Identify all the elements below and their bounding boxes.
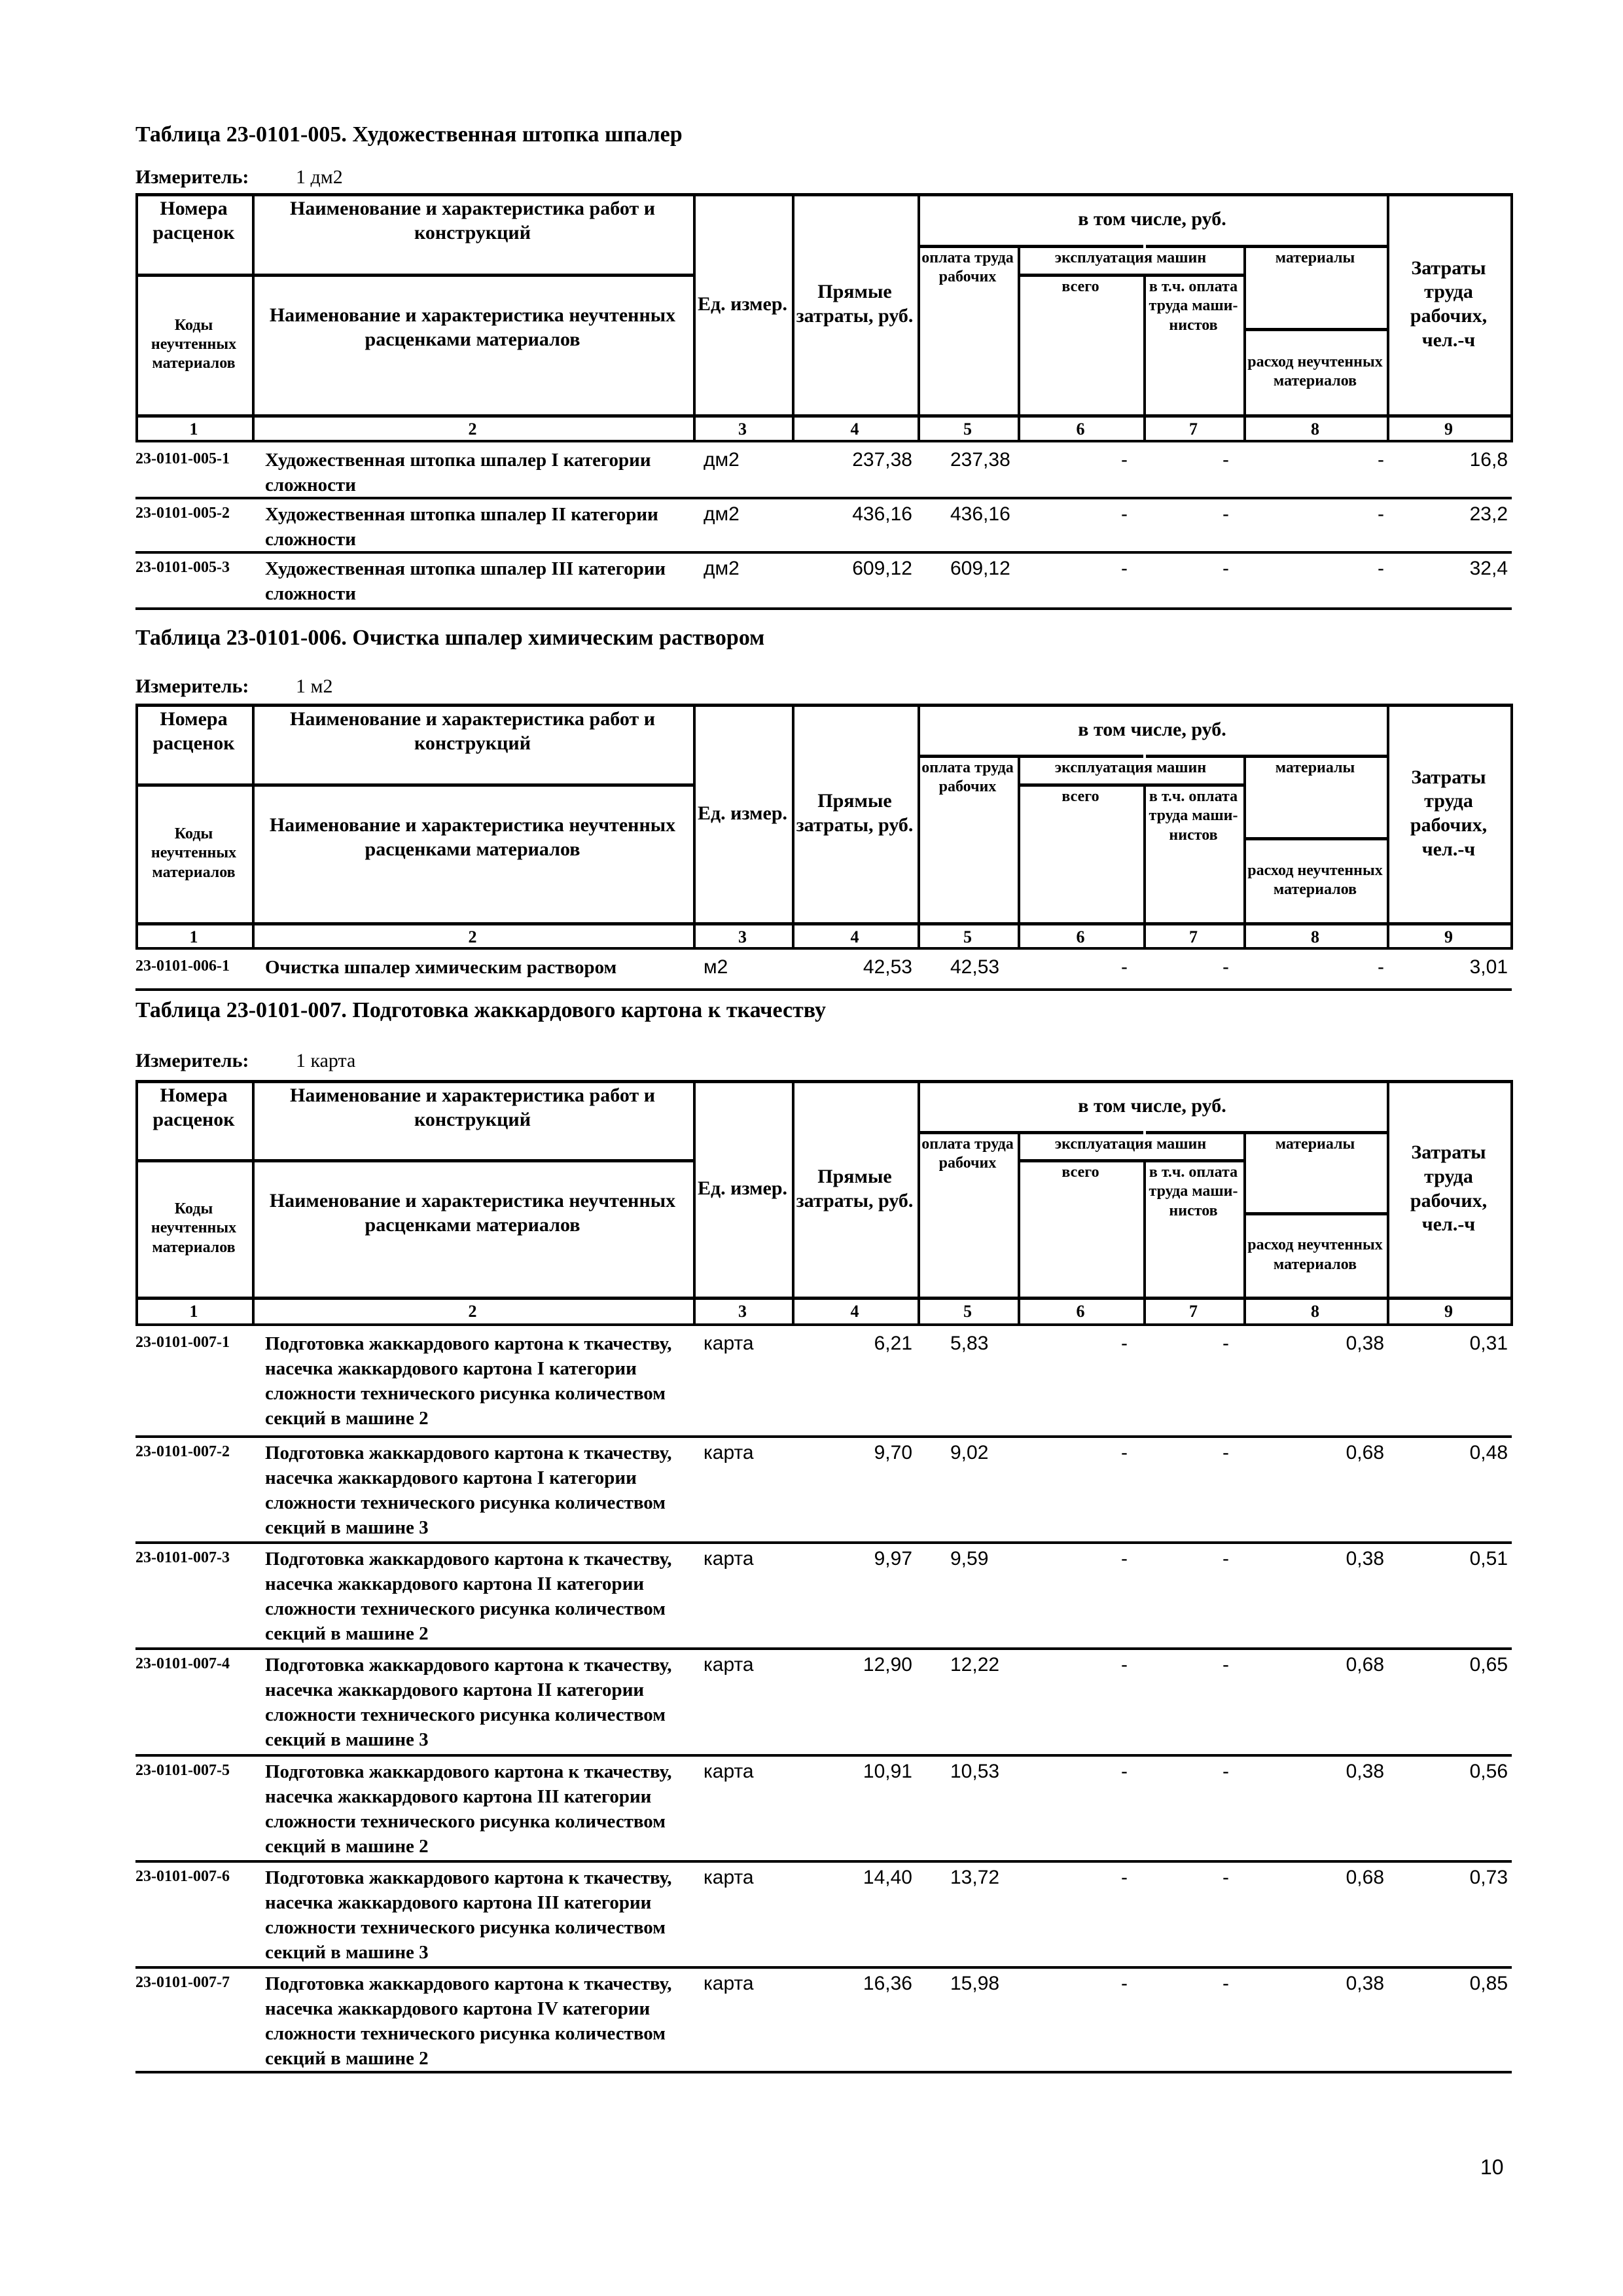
measure-label: Измеритель: <box>135 166 249 188</box>
column-number: 8 <box>1311 927 1319 946</box>
machine-cost: - <box>1121 1867 1128 1888</box>
header-cell: Прямые затраты, руб. <box>796 1165 914 1211</box>
column-number: 1 <box>189 927 198 946</box>
labor-cost: 10,53 <box>950 1761 1000 1782</box>
rule-line <box>1018 1159 1243 1162</box>
machinist-labor-cost: - <box>1222 1973 1229 1994</box>
materials-cost: 0,68 <box>1346 1867 1384 1888</box>
machine-cost: - <box>1121 558 1128 579</box>
rule-line <box>1018 274 1243 277</box>
labor-hours: 0,51 <box>1469 1548 1508 1570</box>
rate-code: 23-0101-007-4 <box>135 1655 230 1672</box>
header-cell: оплата труда рабочих <box>921 759 1014 796</box>
rate-code: 23-0101-007-6 <box>135 1868 230 1885</box>
work-description: Художественная штопка шпалер III категории сложности <box>265 558 666 604</box>
column-number: 5 <box>963 1302 972 1321</box>
rate-code: 23-0101-005-2 <box>135 505 230 522</box>
materials-cost: 0,38 <box>1346 1761 1384 1782</box>
column-number: 1 <box>189 420 198 439</box>
work-description: Подготовка жаккардового картона к ткачеству, насечка жаккардового картона III категории сложности технического рисунка количеством секций в машине 3 <box>265 1867 672 1963</box>
unit: дм2 <box>704 503 740 525</box>
column-number: 2 <box>468 420 477 439</box>
unit: м2 <box>704 956 728 978</box>
work-description: Подготовка жаккардового картона к ткачеству, насечка жаккардового картона I категории сложности технического рисунка количеством секций в машине 2 <box>265 1333 672 1429</box>
header-cell: Номера расценок <box>152 708 235 754</box>
machine-cost: - <box>1121 1654 1128 1676</box>
measure-label: Измеритель: <box>135 675 249 697</box>
labor-hours: 0,65 <box>1469 1654 1508 1676</box>
machine-cost: - <box>1121 1761 1128 1782</box>
rule-line <box>135 988 1512 991</box>
labor-cost: 15,98 <box>950 1973 1000 1994</box>
header-cell: расход неучтенных материалов <box>1247 1236 1383 1273</box>
header-cell: Номера расценок <box>152 198 235 243</box>
column-number: 2 <box>468 1302 477 1321</box>
rule-line <box>135 497 1512 499</box>
rule-line <box>1243 328 1387 331</box>
labor-hours: 23,2 <box>1469 503 1508 525</box>
rule-line <box>135 1323 1513 1326</box>
materials-cost: 0,68 <box>1346 1654 1384 1676</box>
header-cell: эксплуатация машин <box>1054 249 1207 266</box>
column-number: 3 <box>738 1302 747 1321</box>
header-cell: Наименование и характеристика работ и конструкций <box>290 708 655 754</box>
rate-code: 23-0101-007-1 <box>135 1334 230 1351</box>
rule-line <box>135 607 1512 610</box>
rule-line <box>1243 1212 1387 1215</box>
header-cell: расход неучтенных материалов <box>1247 861 1383 898</box>
rule-line <box>1243 837 1387 840</box>
rule-line <box>135 1159 693 1162</box>
materials-cost: 0,38 <box>1346 1333 1384 1354</box>
work-description: Подготовка жаккардового картона к ткачеству, насечка жаккардового картона IV категории сложности технического рисунка количеством секций в машине 2 <box>265 1973 672 2069</box>
rule-line <box>1510 704 1513 950</box>
column-number: 5 <box>963 927 972 946</box>
rule-line <box>1510 193 1513 442</box>
header-cell: эксплуатация машин <box>1054 1136 1207 1153</box>
direct-cost: 436,16 <box>852 503 912 525</box>
rule-line <box>918 1131 1387 1134</box>
header-cell: материалы <box>1275 1136 1355 1153</box>
header-cell: оплата труда рабочих <box>921 249 1014 286</box>
labor-hours: 32,4 <box>1469 558 1508 579</box>
column-number: 4 <box>850 420 859 439</box>
labor-cost: 42,53 <box>950 956 1000 978</box>
column-number: 4 <box>850 927 859 946</box>
machine-cost: - <box>1121 503 1128 525</box>
machine-cost: - <box>1121 1548 1128 1570</box>
rule-line <box>918 755 1387 758</box>
materials-cost: 0,68 <box>1346 1442 1384 1463</box>
direct-cost: 9,97 <box>874 1548 912 1570</box>
labor-cost: 13,72 <box>950 1867 1000 1888</box>
rule-line <box>135 947 1513 950</box>
header-cell: в том числе, руб. <box>1078 718 1226 740</box>
unit: карта <box>704 1442 754 1463</box>
header-cell: Наименование и характеристика работ и конструкций <box>290 1085 655 1130</box>
rule-line <box>135 1860 1512 1863</box>
header-cell: Коды неучтенных материалов <box>151 316 237 372</box>
machinist-labor-cost: - <box>1222 1548 1229 1570</box>
header-cell: Затраты труда рабочих, чел.-ч <box>1410 257 1488 351</box>
materials-cost: - <box>1378 503 1384 525</box>
header-cell: материалы <box>1275 249 1355 266</box>
rule-line <box>135 1435 1512 1438</box>
header-cell: эксплуатация машин <box>1054 759 1207 776</box>
header-cell: Коды неучтенных материалов <box>151 825 237 881</box>
measure-label: Измеритель: <box>135 1050 249 1071</box>
work-description: Подготовка жаккардового картона к ткачеству, насечка жаккардового картона I категории сложности технического рисунка количеством секций в машине 3 <box>265 1443 672 1538</box>
rule-line <box>135 274 693 277</box>
column-number: 7 <box>1189 420 1198 439</box>
header-cell: в том числе, руб. <box>1078 208 1226 230</box>
rule-line <box>135 1647 1512 1650</box>
rule-line <box>135 193 1513 196</box>
header-cell: Затраты труда рабочих, чел.-ч <box>1410 766 1488 860</box>
materials-cost: - <box>1378 956 1384 978</box>
labor-cost: 12,22 <box>950 1654 1000 1676</box>
machinist-labor-cost: - <box>1222 956 1229 978</box>
direct-cost: 6,21 <box>874 1333 912 1354</box>
rate-code: 23-0101-005-3 <box>135 559 230 576</box>
rule-line <box>135 1966 1512 1969</box>
rule-line <box>135 1541 1512 1544</box>
rate-code: 23-0101-007-3 <box>135 1549 230 1566</box>
column-number: 1 <box>189 1302 198 1321</box>
unit: карта <box>704 1333 754 1354</box>
rule-line <box>135 2071 1512 2073</box>
direct-cost: 237,38 <box>852 449 912 471</box>
header-cell: Прямые затраты, руб. <box>796 790 914 836</box>
unit: карта <box>704 1973 754 1994</box>
header-cell: Ед. измер. <box>697 802 788 824</box>
labor-hours: 0,56 <box>1469 1761 1508 1782</box>
header-cell: в т.ч. оплата труда маши-нистов <box>1149 1164 1238 1219</box>
header-cell: Наименование и характеристика неучтенных расценками материалов <box>269 1190 676 1236</box>
rate-code: 23-0101-007-7 <box>135 1974 230 1991</box>
header-cell: Прямые затраты, руб. <box>796 281 914 327</box>
labor-hours: 0,48 <box>1469 1442 1508 1463</box>
header-cell: расход неучтенных материалов <box>1247 353 1383 389</box>
header-cell: в том числе, руб. <box>1078 1094 1226 1117</box>
unit: дм2 <box>704 449 740 471</box>
column-number: 7 <box>1189 927 1198 946</box>
unit: карта <box>704 1548 754 1570</box>
column-number: 6 <box>1076 420 1085 439</box>
table-title: Таблица 23-0101-007. Подготовка жаккардового картона к ткачеству <box>135 998 826 1022</box>
direct-cost: 10,91 <box>863 1761 912 1782</box>
column-number: 9 <box>1444 927 1453 946</box>
column-number: 2 <box>468 927 477 946</box>
header-cell: Наименование и характеристика работ и конструкций <box>290 198 655 243</box>
machinist-labor-cost: - <box>1222 1867 1229 1888</box>
unit: дм2 <box>704 558 740 579</box>
column-number: 7 <box>1189 1302 1198 1321</box>
header-cell: всего <box>1061 788 1099 805</box>
direct-cost: 9,70 <box>874 1442 912 1463</box>
header-cell: Номера расценок <box>152 1085 235 1130</box>
column-number: 9 <box>1444 420 1453 439</box>
measure-value: 1 м2 <box>296 675 333 697</box>
column-number: 8 <box>1311 420 1319 439</box>
column-number: 3 <box>738 927 747 946</box>
machinist-labor-cost: - <box>1222 1654 1229 1676</box>
column-number: 4 <box>850 1302 859 1321</box>
header-cell: Наименование и характеристика неучтенных расценками материалов <box>269 304 676 350</box>
rate-code: 23-0101-007-2 <box>135 1443 230 1460</box>
header-cell: всего <box>1061 278 1099 295</box>
materials-cost: 0,38 <box>1346 1548 1384 1570</box>
header-cell: материалы <box>1275 759 1355 776</box>
table-title: Таблица 23-0101-005. Художественная штопка шпалер <box>135 122 683 147</box>
column-number: 9 <box>1444 1302 1453 1321</box>
work-description: Подготовка жаккардового картона к ткачеству, насечка жаккардового картона II категории сложности технического рисунка количеством секций в машине 2 <box>265 1549 672 1644</box>
labor-cost: 609,12 <box>950 558 1010 579</box>
column-number: 8 <box>1311 1302 1319 1321</box>
work-description: Художественная штопка шпалер I категории сложности <box>265 450 651 495</box>
unit: карта <box>704 1654 754 1676</box>
rule-line <box>135 440 1513 442</box>
materials-cost: - <box>1378 449 1384 471</box>
labor-hours: 0,73 <box>1469 1867 1508 1888</box>
work-description: Очистка шпалер химическим раствором <box>265 957 617 978</box>
machinist-labor-cost: - <box>1222 503 1229 525</box>
machinist-labor-cost: - <box>1222 1333 1229 1354</box>
direct-cost: 42,53 <box>863 956 912 978</box>
header-cell: всего <box>1061 1164 1099 1181</box>
machine-cost: - <box>1121 956 1128 978</box>
header-cell: в т.ч. оплата труда маши-нистов <box>1149 278 1238 334</box>
machinist-labor-cost: - <box>1222 1442 1229 1463</box>
labor-cost: 9,02 <box>950 1442 989 1463</box>
measure-value: 1 карта <box>296 1050 356 1071</box>
labor-cost: 436,16 <box>950 503 1010 525</box>
rule-line <box>135 1080 1513 1083</box>
header-cell: в т.ч. оплата труда маши-нистов <box>1149 788 1238 844</box>
column-number: 3 <box>738 420 747 439</box>
machinist-labor-cost: - <box>1222 449 1229 471</box>
work-description: Подготовка жаккардового картона к ткачеству, насечка жаккардового картона II категории сложности технического рисунка количеством секций в машине 3 <box>265 1655 672 1750</box>
rule-line <box>135 551 1512 554</box>
rate-code: 23-0101-006-1 <box>135 958 230 975</box>
header-cell: Наименование и характеристика неучтенных расценками материалов <box>269 814 676 860</box>
header-cell: Ед. измер. <box>697 293 788 315</box>
labor-hours: 3,01 <box>1469 956 1508 978</box>
direct-cost: 16,36 <box>863 1973 912 1994</box>
header-cell: оплата труда рабочих <box>921 1136 1014 1172</box>
page-number: 10 <box>1480 2155 1504 2179</box>
header-cell: Затраты труда рабочих, чел.-ч <box>1410 1141 1488 1236</box>
rule-line <box>1510 1080 1513 1326</box>
rule-line <box>918 245 1387 248</box>
direct-cost: 609,12 <box>852 558 912 579</box>
machinist-labor-cost: - <box>1222 558 1229 579</box>
direct-cost: 12,90 <box>863 1654 912 1676</box>
measure-value: 1 дм2 <box>296 166 343 188</box>
work-description: Художественная штопка шпалер II категории сложности <box>265 504 658 550</box>
labor-cost: 237,38 <box>950 449 1010 471</box>
labor-hours: 0,31 <box>1469 1333 1508 1354</box>
direct-cost: 14,40 <box>863 1867 912 1888</box>
column-number: 5 <box>963 420 972 439</box>
machine-cost: - <box>1121 449 1128 471</box>
header-cell: Коды неучтенных материалов <box>151 1200 237 1256</box>
rule-line <box>135 783 693 787</box>
labor-cost: 5,83 <box>950 1333 989 1354</box>
labor-hours: 16,8 <box>1469 449 1508 471</box>
unit: карта <box>704 1867 754 1888</box>
materials-cost: 0,38 <box>1346 1973 1384 1994</box>
labor-hours: 0,85 <box>1469 1973 1508 1994</box>
unit: карта <box>704 1761 754 1782</box>
materials-cost: - <box>1378 558 1384 579</box>
table-title: Таблица 23-0101-006. Очистка шпалер химическим раствором <box>135 626 765 650</box>
column-number: 6 <box>1076 927 1085 946</box>
machine-cost: - <box>1121 1973 1128 1994</box>
rate-code: 23-0101-007-5 <box>135 1762 230 1779</box>
rate-code: 23-0101-005-1 <box>135 450 230 467</box>
machine-cost: - <box>1121 1442 1128 1463</box>
rule-line <box>1018 783 1243 787</box>
header-cell: Ед. измер. <box>697 1177 788 1200</box>
labor-cost: 9,59 <box>950 1548 989 1570</box>
column-number: 6 <box>1076 1302 1085 1321</box>
rule-line <box>135 1754 1512 1757</box>
work-description: Подготовка жаккардового картона к ткачеству, насечка жаккардового картона III категории сложности технического рисунка количеством секций в машине 2 <box>265 1761 672 1857</box>
rule-line <box>135 704 1513 707</box>
machinist-labor-cost: - <box>1222 1761 1229 1782</box>
machine-cost: - <box>1121 1333 1128 1354</box>
